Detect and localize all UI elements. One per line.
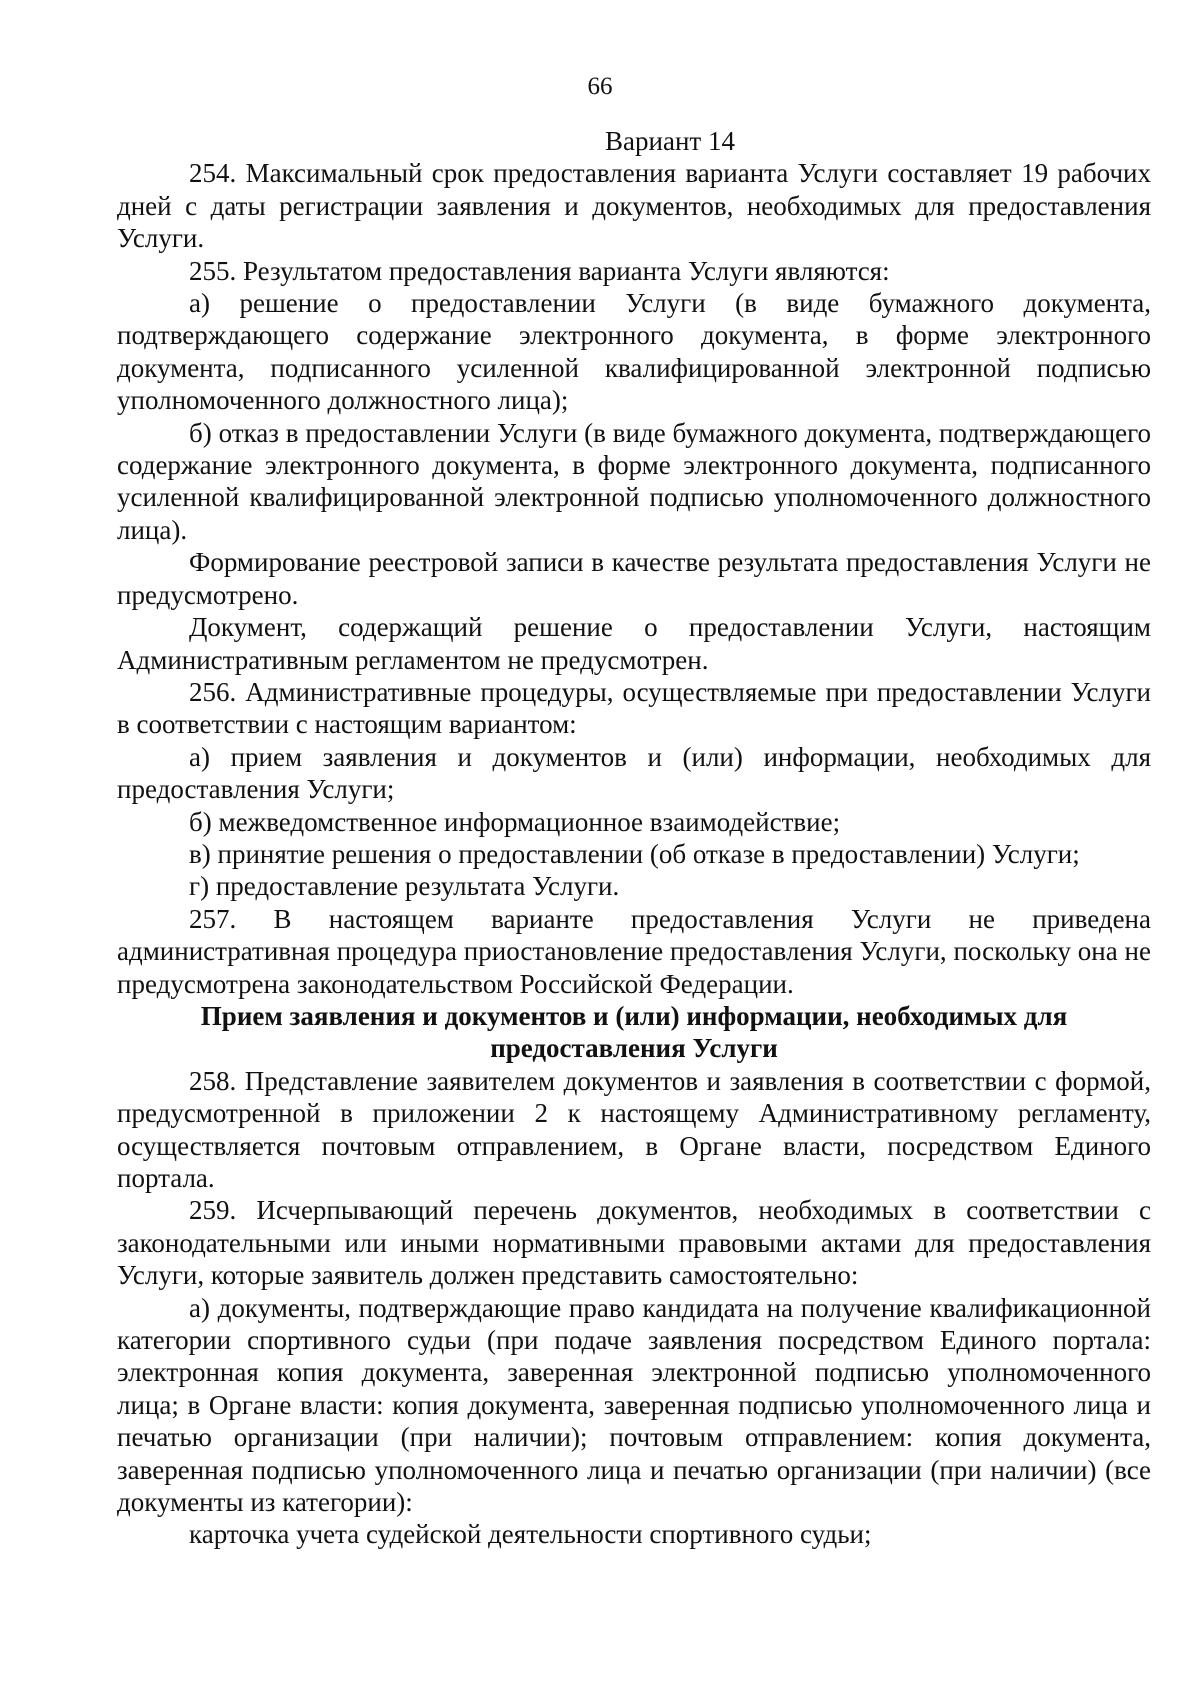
paragraph-257: 257. В настоящем варианте предоставления Услуги не приведена административная процедура приостановление предоставления Услуги, поскольку она не предусмотрена законодательством Российской Федерации. xyxy=(117,903,1151,999)
paragraph-256-a: а) прием заявления и документов и (или) информации, необходимых для предоставления Услуги; xyxy=(117,741,1151,805)
paragraph-256-d: г) предоставление результата Услуги. xyxy=(189,871,620,902)
paragraph-256: 256. Административные процедуры, осуществляемые при предоставлении Услуги в соответствии с настоящим вариантом: xyxy=(117,676,1151,740)
paragraph-254: 254. Максимальный срок предоставления варианта Услуги составляет 19 рабочих дней с даты регистрации заявления и документов, необходимых для предоставления Услуги. xyxy=(117,158,1151,254)
paragraph-255-a: а) решение о предоставлении Услуги (в виде бумажного документа, подтверждающего содержание электронного документа, в форме электронного документа, подписанного усиленной квалифицированной электронной подписью уполномоченного должностного лица); xyxy=(117,288,1151,416)
paragraph-259: 259. Исчерпывающий перечень документов, необходимых в соответствии с законодательными или иными нормативными правовыми актами для предоставления Услуги, которые заявитель должен представить самостоятельно: xyxy=(117,1195,1151,1291)
document-body xyxy=(117,125,1151,1551)
paragraph-judge-card: карточка учета судейской деятельности спортивного судьи; xyxy=(189,1519,872,1550)
paragraph-decision-document: Документ, содержащий решение о предоставлении Услуги, настоящим Административным регламентом не предусмотрен. xyxy=(117,612,1151,675)
paragraph-255-b: б) отказ в предоставлении Услуги (в виде бумажного документа, подтверждающего содержание электронного документа, в форме электронного документа, подписанного усиленной квалифицированной электронной подписью уполномоченного должностного лица). xyxy=(117,417,1151,545)
page-number: 66 xyxy=(587,73,613,100)
paragraph-259-a: а) документы, подтверждающие право кандидата на получение квалификационной категории спортивного судьи (при подаче заявления посредством Единого портала: электронная копия документа, заверенная электронной подписью уполномоченного лица; в Органе власти: копия документа, заверенная подписью уполномоченного лица и печатью организации (при наличии); почтовым отправлением: копия документа, заверенная подписью уполномоченного лица и печатью организации (при наличии) (все документы из категории): xyxy=(117,1292,1151,1518)
paragraph-256-c: в) принятие решения о предоставлении (об отказе в предоставлении) Услуги; xyxy=(189,838,1080,869)
paragraph-255: 255. Результатом предоставления варианта Услуги являются: xyxy=(189,255,890,286)
paragraph-256-b: б) межведомственное информационное взаимодействие; xyxy=(189,806,841,837)
section-heading: Прием заявления и документов и (или) информации, необходимых для предоставления Услуги xyxy=(200,1000,1068,1064)
paragraph-258: 258. Представление заявителем документов и заявления в соответствии с формой, предусмотренной в приложении 2 к настоящему Административному регламенту, осуществляется почтовым отправлением, в Органе власти, посредством Единого портала. xyxy=(117,1065,1151,1193)
paragraph-registry-record: Формирование реестровой записи в качестве результата предоставления Услуги не предусмотрено. xyxy=(117,547,1151,610)
variant-title: Вариант 14 xyxy=(605,126,735,156)
